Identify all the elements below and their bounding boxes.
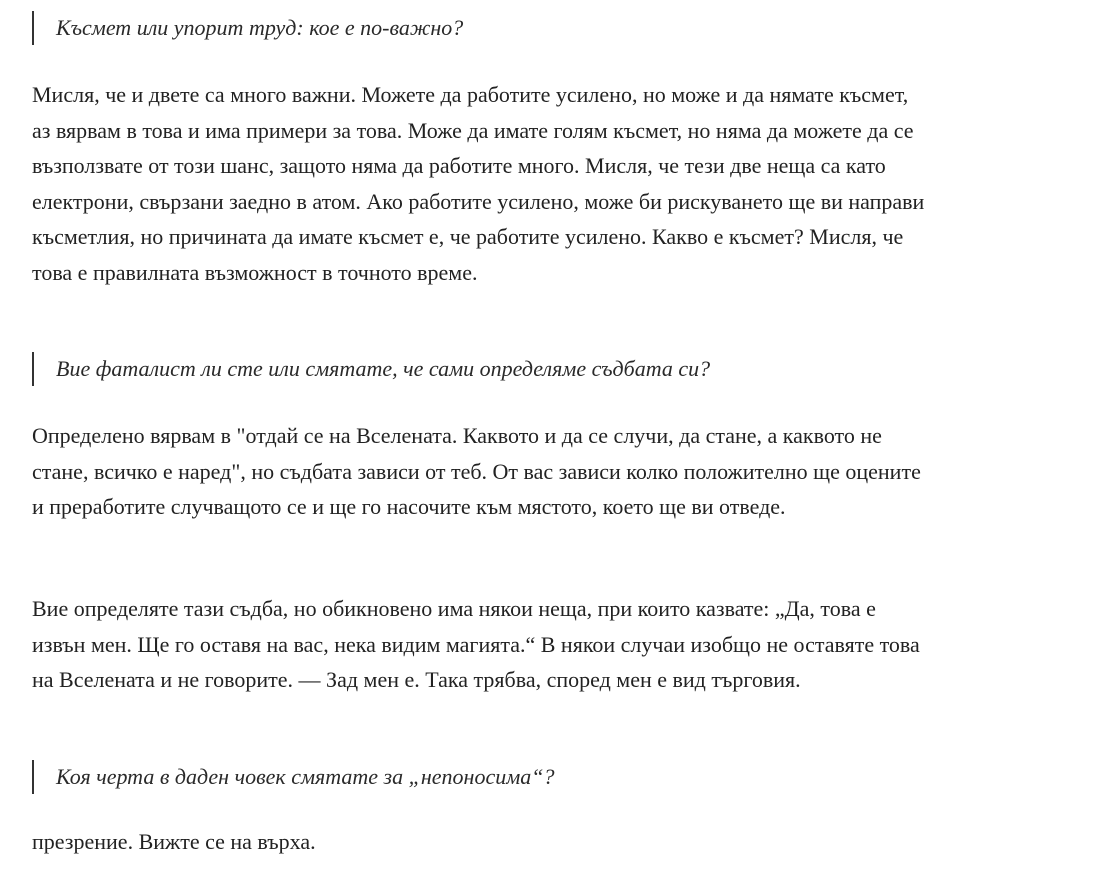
interview-answer: Мисля, че и двете са много важни. Можете да работите усилено, но може и да нямате късмет, аз вярвам в това и има примери за това. Може да имате голям късмет, но няма да можете да се възползвате от този шанс, защото няма да работите много. Мисля, че тези две неща са като електрони, свързани заедно в атом. Ако работите усилено, може би рискуването ще ви направи късметлия, но причината да имате късмет е, че работите усилено. Какво е късмет? Мисля, че това е правилната възможност в точното време. (32, 82, 925, 285)
interview-answer: Вие определяте тази съдба, но обикновено има някои неща, при които казвате: „Да, това е извън мен. Ще го оставя на вас, нека видим магията.“ В някои случаи изобщо не оставяте това на Вселената и не говорите. — Зад мен е. Така трябва, според мен е вид търговия. (32, 596, 920, 692)
interview-answer: Определено вярвам в "отдай се на Вселената. Каквото и да се случи, да стане, а каквото не стане, всичко е наред", но съдбата зависи от теб. От вас зависи колко положително ще оцените и преработите случващото се и ще го насочите към мястото, което ще ви отведе. (32, 423, 921, 519)
interview-question: Коя черта в даден човек смятате за „непоносима“? (32, 760, 554, 794)
interview-question: Късмет или упорит труд: кое е по-важно? (32, 11, 463, 45)
interview-question: Вие фаталист ли сте или смятате, че сами определяме съдбата си? (32, 352, 710, 386)
interview-answer: презрение. Вижте се на върха. (32, 829, 316, 854)
